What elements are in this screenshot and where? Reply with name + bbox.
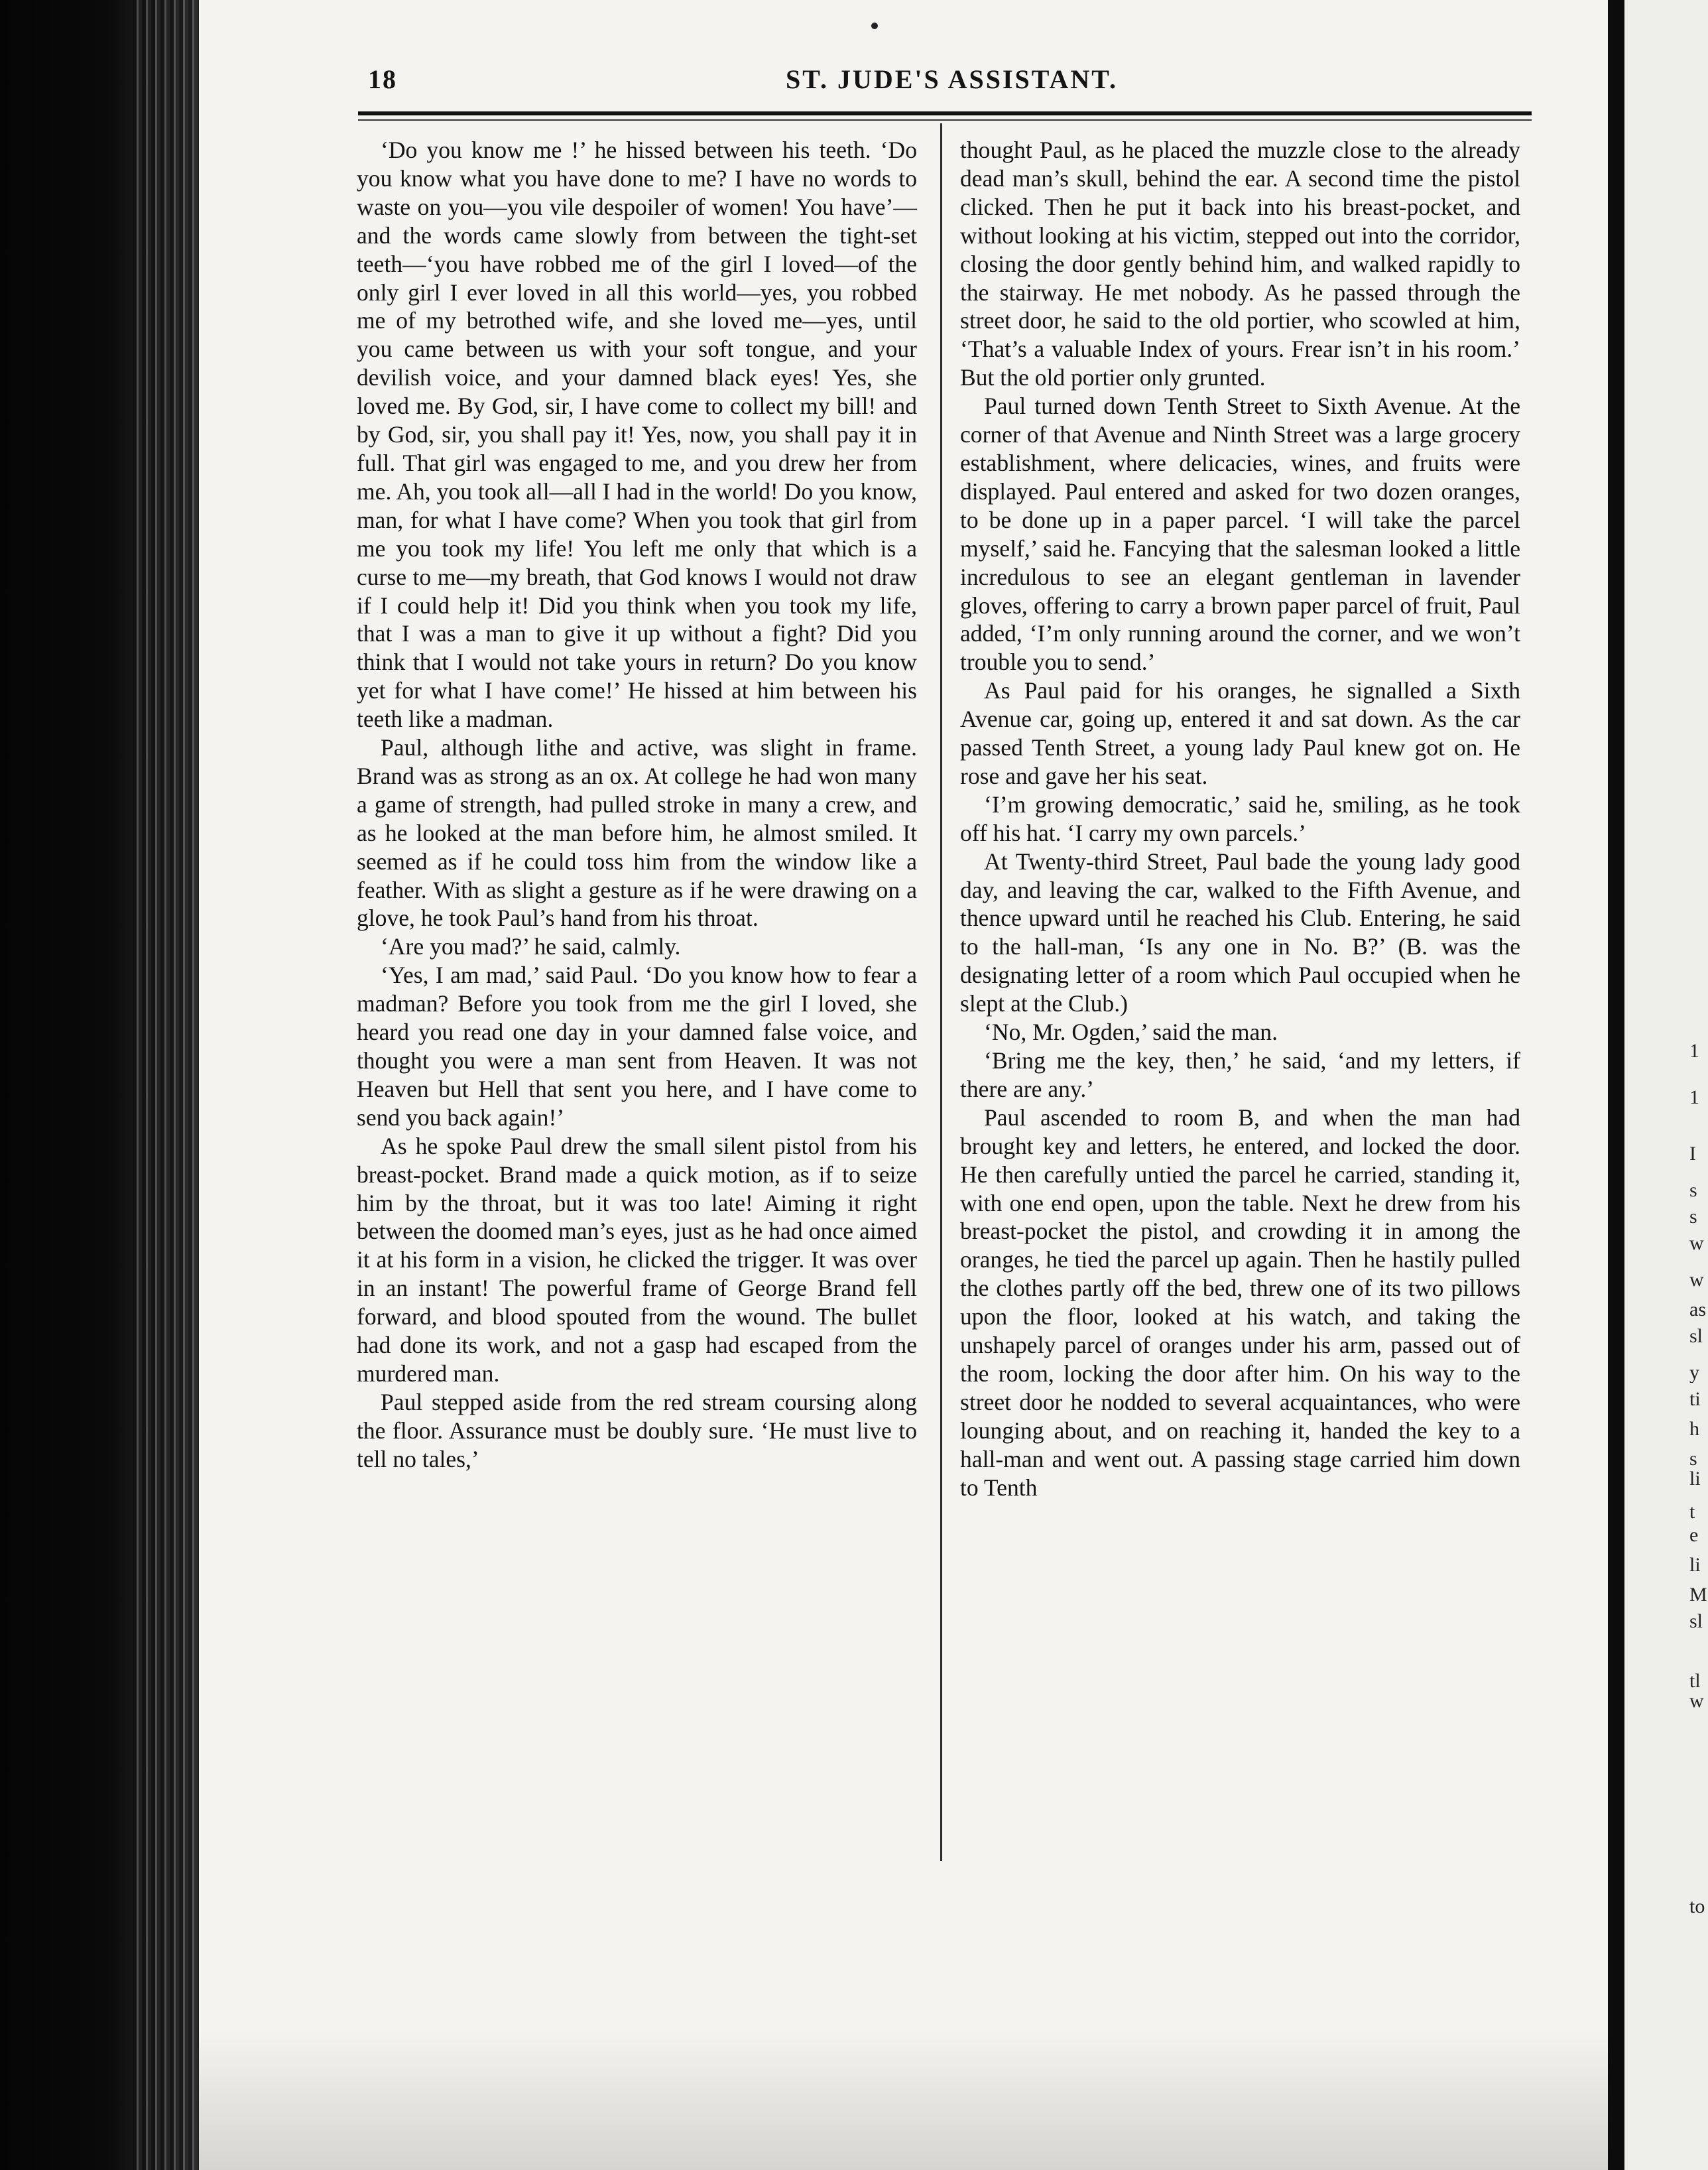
next-page-fragment: I <box>1689 1144 1696 1164</box>
header-rule-heavy <box>358 111 1532 115</box>
page-header <box>368 64 1528 97</box>
paragraph: ‘Bring me the key, then,’ he said, ‘and my letters, if there are any.’ <box>960 1047 1520 1102</box>
next-page-fragment: s <box>1689 1181 1697 1200</box>
next-page-fragment: t <box>1689 1502 1695 1522</box>
page-gutter <box>1608 0 1624 2170</box>
top-ink-dot <box>871 23 878 29</box>
running-title: ST. JUDE'S ASSISTANT. <box>786 64 1118 94</box>
next-page-fragment: as <box>1689 1300 1706 1320</box>
page-number: 18 <box>368 64 397 94</box>
paragraph: ‘Yes, I am mad,’ said Paul. ‘Do you know how to fear a madman? Before you took from me the girl I loved, she heard you read one day in your damned false voice, and thought you were a man sent from Heaven. It was not Heaven but Hell that sent you here, and I have come to send you back again!’ <box>357 962 917 1131</box>
paragraph: ‘No, Mr. Ogden,’ said the man. <box>984 1019 1278 1046</box>
paragraph: As Paul paid for his oranges, he signalled a Sixth Avenue car, going up, entered it and sat down. As the car passed Tenth Street, a young lady Paul knew got on. He rose and gave her his seat. <box>960 677 1520 789</box>
paragraph: thought Paul, as he placed the muzzle close to the already dead man’s skull, behind the ear. A second time the pistol clicked. Then he put it back into his breast-pocket, and without looking at his victim, stepped out into the corridor, closing the door gently behind him, and walked rapidly to the stairway. He met nobody. As he passed through the street door, he said to the old portier, who scowled at him, ‘That’s a valuable Index of yours. Frear isn’t in his room.’ But the old portier only grunted. <box>960 137 1520 391</box>
next-page-fragment: ti <box>1689 1389 1701 1409</box>
next-page-fragment: s <box>1689 1207 1697 1227</box>
paragraph: ‘I’m growing democratic,’ said he, smiling, as he took off his hat. ‘I carry my own parcels.’ <box>960 791 1520 846</box>
paragraph: Paul stepped aside from the red stream coursing along the floor. Assurance must be doubly sure. ‘He must live to tell no tales,’ <box>357 1388 917 1472</box>
paragraph: Paul ascended to room B, and when the man had brought key and letters, he entered, and locked the door. He then carefully untied the parcel he carried, standing it, with one end open, upon the table. Next he drew from his breast-pocket the pistol, and crowding it in among the oranges, he tied the parcel up again. Then he hastily pulled the clothes partly off the bed, threw one of its two pillows upon the floor, looked at his watch, and taking the unshapely parcel of oranges under his arm, passed out of the room, locking the door after him. On his way to the street door he nodded to several acquaintances, who were lounging about, and on reaching it, handed the key to a hall-man and went out. A passing stage carried him down to Tenth <box>960 1104 1520 1501</box>
next-page-fragment: li <box>1689 1555 1701 1575</box>
next-page-fragment: y <box>1689 1363 1699 1383</box>
next-page-fragment: sl <box>1689 1326 1703 1346</box>
next-page-fragment: w <box>1689 1234 1704 1253</box>
paragraph: Paul, although lithe and active, was slight in frame. Brand was as strong as an ox. At college he had won many a game of strength, had pulled stroke in many a crew, and as he looked at the man before him, he almost smiled. It seemed as if he could toss him from the window like a feather. With as slight a gesture as if he were drawing on a glove, he took Paul’s hand from his throat. <box>357 734 917 932</box>
next-page-fragment: w <box>1689 1270 1704 1290</box>
paragraph: As he spoke Paul drew the small silent pistol from his breast-pocket. Brand made a quick motion, as if to seize him by the throat, but it was too late! Aiming it right between the doomed man’s eyes, just as he had once aimed it at his form in a vision, he clicked the trigger. It was over in an instant! The powerful frame of George Brand fell forward, and blood spouted from the wound. The bullet had done its work, and not a gasp had escaped from the murdered man. <box>357 1132 917 1387</box>
next-page-fragment: s <box>1689 1449 1697 1469</box>
paragraph: ‘Are you mad?’ he said, calmly. <box>381 933 681 960</box>
next-page-fragment: M <box>1689 1585 1707 1605</box>
next-page-fragment: 1 <box>1689 1088 1699 1108</box>
paragraph: ‘Do you know me !’ he hissed between his teeth. ‘Do you know what you have done to me? I have no words to waste on you—you vile despoiler of women! You have’—and the words came slowly from between the tight-set teeth—‘you have robbed me of the girl I loved—of the only girl I ever loved in all this world—yes, you robbed me of my betrothed wife, and she loved me—yes, until you came between us with your soft tongue, and your devilish voice, and your damned black eyes! Yes, she loved me. By God, sir, I have come to collect my bill! and by God, sir, you shall pay it! Yes, now, you shall pay it in full. That girl was engaged to me, and you drew her from me. Ah, you took all—all I had in the world! Do you know, man, for what I have come? When you took that girl from me you took my life! You left me only that which is a curse to me—my breath, that God knows I would not draw if I could help it! Did you think when you took my life, that I was a man to give it up without a fight? Did you think that I would not take yours in return? Do you know yet for what I have come!’ He hissed at him between his teeth like a madman. <box>357 137 917 733</box>
next-page-fragment: h <box>1689 1419 1699 1439</box>
next-page-fragment: li <box>1689 1469 1701 1489</box>
page-shadow <box>199 2029 1608 2170</box>
next-page-fragment: tl <box>1689 1671 1701 1691</box>
next-page-fragment: to <box>1689 1897 1705 1917</box>
next-page-fragment: sl <box>1689 1612 1703 1631</box>
right-column <box>960 136 1520 1502</box>
next-page-fragment: e <box>1689 1525 1699 1545</box>
binding-page-edges <box>133 0 199 2170</box>
paragraph: At Twenty-third Street, Paul bade the young lady good day, and leaving the car, walked to the Fifth Avenue, and thence upward until he reached his Club. Entering, he said to the hall-man, ‘Is any one in No. B?’ (B. was the designating letter of a room which Paul occupied when he slept at the Club.) <box>960 848 1520 1017</box>
left-column <box>357 136 917 1474</box>
column-divider <box>940 123 942 1861</box>
header-rule-light <box>358 119 1532 121</box>
next-page-sliver <box>1624 0 1708 2170</box>
paragraph: Paul turned down Tenth Street to Sixth Avenue. At the corner of that Avenue and Ninth Street was a large grocery establishment, where delicacies, wines, and fruits were displayed. Paul entered and asked for two dozen oranges, to be done up in a paper parcel. ‘I will take the parcel myself,’ said he. Fancying that the salesman looked a little incredulous to see an elegant gentleman in lavender gloves, offering to carry a brown paper parcel of fruit, Paul added, ‘I’m only running around the corner, and we won’t trouble you to send.’ <box>960 393 1520 676</box>
next-page-fragment: w <box>1689 1691 1704 1711</box>
next-page-fragment: 1 <box>1689 1041 1699 1061</box>
